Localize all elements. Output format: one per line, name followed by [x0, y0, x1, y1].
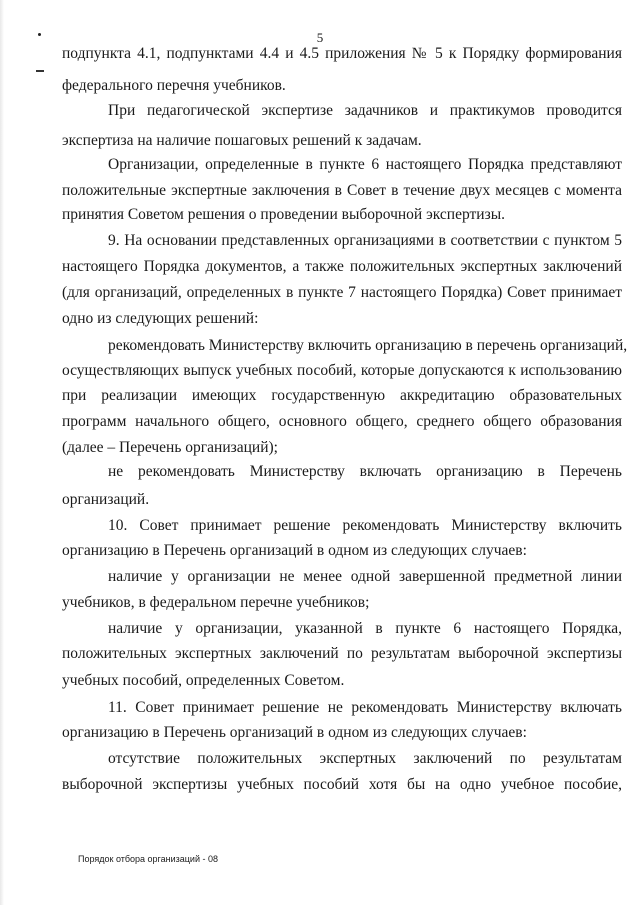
- footer-text: Порядок отбора организаций - 08: [78, 854, 218, 864]
- text-line: 9. На основании представленных организациями в соответствии с пунктом 5: [108, 232, 622, 249]
- text-line: подпункта 4.1, подпунктами 4.4 и 4.5 приложения № 5 к Порядку формирования: [62, 45, 622, 62]
- text-line: не рекомендовать Министерству включать организацию в Перечень: [108, 463, 622, 480]
- text-line: учебников, в федеральном перечне учебников;: [62, 594, 370, 611]
- text-line: принятия Советом решения о проведении выборочной экспертизы.: [62, 206, 505, 223]
- text-line: положительных экспертных заключений по результатам выборочной экспертизы: [62, 645, 622, 662]
- text-line: 10. Совет принимает решение рекомендовать Министерству включить: [108, 517, 622, 534]
- text-line: 11. Совет принимает решение не рекомендовать Министерству включать: [108, 699, 622, 716]
- text-line: наличие у организации, указанной в пункте 6 настоящего Порядка,: [108, 620, 622, 637]
- text-line: экспертиза на наличие пошаговых решений к задачам.: [62, 132, 422, 149]
- page-number: 5: [316, 30, 324, 45]
- text-line: организацию в Перечень организаций в одном из следующих случаев:: [62, 724, 527, 741]
- scan-mark-dash: [36, 70, 44, 72]
- text-line: (далее – Перечень организаций);: [62, 439, 278, 456]
- text-line: федерального перечня учебников.: [62, 77, 286, 94]
- text-line: отсутствие положительных экспертных заключений по результатам: [108, 750, 622, 767]
- text-line: выборочной экспертизы учебных пособий хотя бы на одно учебное пособие,: [62, 776, 622, 793]
- text-line: учебных пособий, определенных Советом.: [62, 672, 345, 689]
- text-line: наличие у организации не менее одной завершенной предметной линии: [108, 568, 622, 585]
- text-line: организаций.: [62, 491, 150, 508]
- text-line: Организации, определенные в пункте 6 настоящего Порядка представляют: [108, 156, 622, 173]
- text-line: При педагогической экспертизе задачников и практикумов проводится: [108, 102, 622, 119]
- text-line: положительные экспертные заключения в Совет в течение двух месяцев с момента: [62, 182, 622, 199]
- text-line: программ начального общего, основного общего, среднего общего образования: [62, 413, 622, 430]
- text-line: настоящего Порядка документов, а также положительных экспертных заключений: [62, 258, 622, 275]
- text-line: организацию в Перечень организаций в одном из следующих случаев:: [62, 542, 527, 559]
- text-line: одно из следующих решений:: [62, 310, 259, 327]
- text-line: рекомендовать Министерству включить организацию в перечень организаций,: [108, 337, 628, 354]
- text-line: осуществляющих выпуск учебных пособий, которые допускаются к использованию: [62, 362, 622, 379]
- text-line: при реализации имеющих государственную аккредитацию образовательных: [62, 387, 622, 404]
- scan-edge: [0, 0, 4, 905]
- text-line: (для организаций, определенных в пункте 7 настоящего Порядка) Совет принимает: [62, 284, 622, 301]
